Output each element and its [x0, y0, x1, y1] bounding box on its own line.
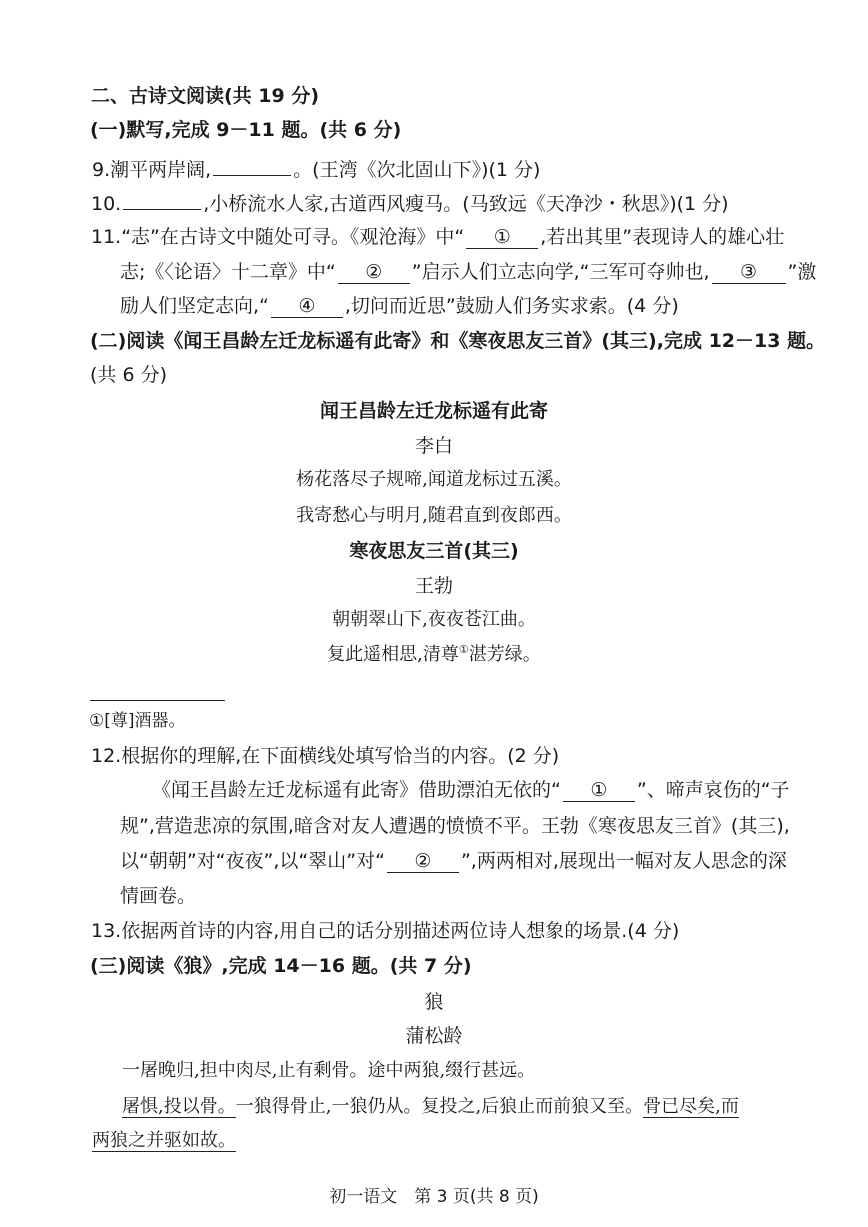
- poem-2-line-2: [0, 642, 868, 668]
- question-10: [91, 187, 729, 217]
- question-9: [92, 153, 540, 183]
- q11-text-3a: 励人们坚定志向,“: [120, 295, 269, 317]
- subsection-3-title: (三)阅读《狼》,完成 14－16 题。(共 7 分): [90, 955, 472, 977]
- q12-blank-2[interactable]: ②: [387, 850, 459, 873]
- q12-text-1a: 《闻王昌龄左迁龙标遥有此寄》借助漂泊无依的“: [152, 779, 561, 801]
- q11-text-3b: ,切问而近思”鼓励人们务实求索。(4 分): [344, 295, 679, 317]
- q11-blank-2[interactable]: ②: [338, 261, 410, 284]
- subsection-2-title: (二)阅读《闻王昌龄左迁龙标遥有此寄》和《寒夜思友三首》(其三),完成 12－13 题。: [90, 330, 826, 352]
- poem-2-line-2b: 湛芳绿。: [468, 644, 541, 665]
- poem-1-title: 闻王昌龄左迁龙标遥有此寄: [319, 400, 548, 422]
- question-12-para-line-3: [120, 848, 787, 874]
- q11-blank-1[interactable]: ①: [466, 226, 538, 249]
- subsection-2-score: (共 6 分): [90, 364, 167, 386]
- poem-2-title: 寒夜思友三首(其三): [349, 540, 519, 562]
- q9-blank[interactable]: [213, 153, 291, 176]
- wolf-line-2: [122, 1094, 739, 1120]
- wolf-line-1: 一屠晚归,担中肉尽,止有剩骨。途中两狼,缀行甚远。: [122, 1060, 536, 1081]
- q11-text-1a: 11.“志”在古诗文中随处可寻。《观沧海》中“: [91, 226, 465, 248]
- q12-text-1b: ”、啼声哀伤的“子: [636, 779, 790, 801]
- question-11-line-3: [120, 293, 679, 319]
- wolf-underlined-3: 两狼之并驱如故。: [92, 1130, 236, 1151]
- q12-text-3b: ”,两两相对,展现出一幅对友人思念的深: [460, 850, 787, 872]
- q11-blank-3[interactable]: ③: [712, 261, 786, 284]
- poem-1-line-2: 我寄愁心与明月,随君直到夜郎西。: [296, 505, 572, 526]
- q11-text-2b: ”启示人们立志向学,“三军可夺帅也,: [411, 261, 710, 283]
- q10-text-b: ,小桥流水人家,古道西风瘦马。(马致远《天净沙・秋思》)(1 分): [203, 193, 729, 215]
- poem-1-line-1: 杨花落尽子规啼,闻道龙标过五溪。: [296, 469, 572, 490]
- q11-text-2a: 志;《〈论语〉十二章》中“: [120, 261, 336, 283]
- page-footer: 初一语文 第 3 页(共 8 页): [329, 1187, 539, 1207]
- q10-text-a: 10.: [91, 193, 122, 215]
- poem-2-line-1: 朝朝翠山下,夜夜苍江曲。: [332, 609, 536, 630]
- wolf-title: 狼: [424, 991, 444, 1013]
- wolf-author: 蒲松龄: [405, 1025, 463, 1047]
- q9-text-b: 。(王湾《次北固山下》)(1 分): [293, 159, 541, 181]
- section-2-title: 二、古诗文阅读(共 19 分): [91, 85, 320, 107]
- wolf-line-3: [92, 1128, 236, 1154]
- poem-2-author: 王勃: [414, 575, 453, 597]
- footnote: ①[尊]酒器。: [89, 711, 186, 731]
- footnote-divider: [90, 700, 225, 701]
- poem-1-author: 李白: [414, 435, 453, 457]
- wolf-underlined-2: 骨已尽矣,而: [643, 1096, 739, 1117]
- question-13: 13.依据两首诗的内容,用自己的话分别描述两位诗人想象的场景.(4 分): [91, 920, 680, 942]
- question-12-para-line-4: 情画卷。: [120, 885, 197, 907]
- q11-text-1b: ,若出其里”表现诗人的雄心壮: [540, 226, 785, 248]
- question-12-para-line-1: [152, 777, 790, 803]
- question-12-stem: 12.根据你的理解,在下面横线处填写恰当的内容。(2 分): [91, 745, 560, 767]
- q11-text-2c: ”激: [787, 261, 817, 283]
- question-11-line-2: [120, 259, 816, 285]
- question-12-para-line-2: 规”,营造悲凉的氛围,暗含对友人遭遇的愤愤不平。王勃《寒夜思友三首》(其三),: [120, 815, 790, 837]
- q12-blank-1[interactable]: ①: [563, 779, 635, 802]
- footnote-marker: ①: [458, 643, 469, 656]
- subsection-1-title: (一)默写,完成 9－11 题。(共 6 分): [90, 119, 402, 141]
- wolf-underlined-1: 屠惧,投以骨。: [122, 1096, 236, 1117]
- q11-blank-4[interactable]: ④: [271, 295, 343, 318]
- q12-text-3a: 以“朝朝”对“夜夜”,以“翠山”对“: [120, 850, 385, 872]
- q9-text-a: 9.潮平两岸阔,: [92, 159, 212, 181]
- question-11-line-1: [91, 224, 784, 250]
- poem-2-line-2a: 复此遥相思,清尊: [327, 644, 459, 665]
- wolf-text-2b: 一狼得骨止,一狼仍从。复投之,后狼止而前狼又至。: [235, 1096, 644, 1117]
- q10-blank[interactable]: [123, 187, 201, 210]
